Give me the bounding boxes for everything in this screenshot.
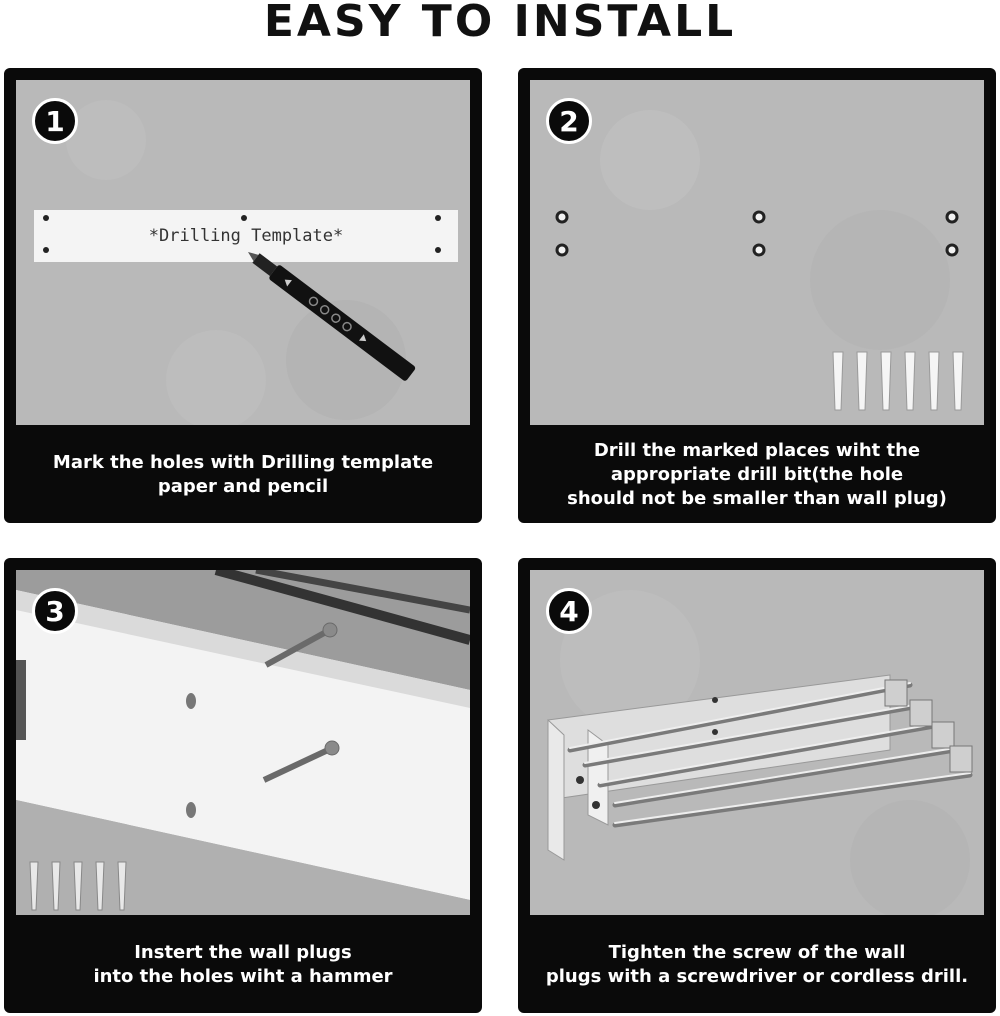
step-2-caption: Drill the marked places wiht the appropriate drill bit(the hole should not be smaller than wall plug) (567, 440, 947, 509)
page-title: EASY TO INSTALL (263, 0, 737, 47)
wall-plugs-icon (530, 80, 984, 425)
step-3-badge: 3 (32, 588, 78, 634)
step-1-card (4, 68, 482, 523)
step-4-photo (530, 570, 984, 915)
step-2-card (518, 68, 996, 523)
drilling-template-label: *Drilling Template* (148, 226, 344, 246)
wall-plugs-icon (16, 570, 470, 915)
step-4-badge: 4 (546, 588, 592, 634)
step-4-caption: Tighten the screw of the wall plugs with a screwdriver or cordless drill. (545, 942, 969, 987)
step-3-card (4, 558, 482, 1013)
towel-rack-image (530, 570, 984, 915)
step-1-photo (16, 80, 470, 425)
step-1-caption: Mark the holes with Drilling template paper and pencil (52, 452, 434, 497)
step-3-caption: Instert the wall plugs into the holes wiht a hammer (93, 942, 393, 987)
step-2-photo (530, 80, 984, 425)
step-3-photo (16, 570, 470, 915)
pencil-icon (16, 80, 470, 425)
step-2-badge: 2 (546, 98, 592, 144)
step-4-card (518, 558, 996, 1013)
step-1-badge: 1 (32, 98, 78, 144)
